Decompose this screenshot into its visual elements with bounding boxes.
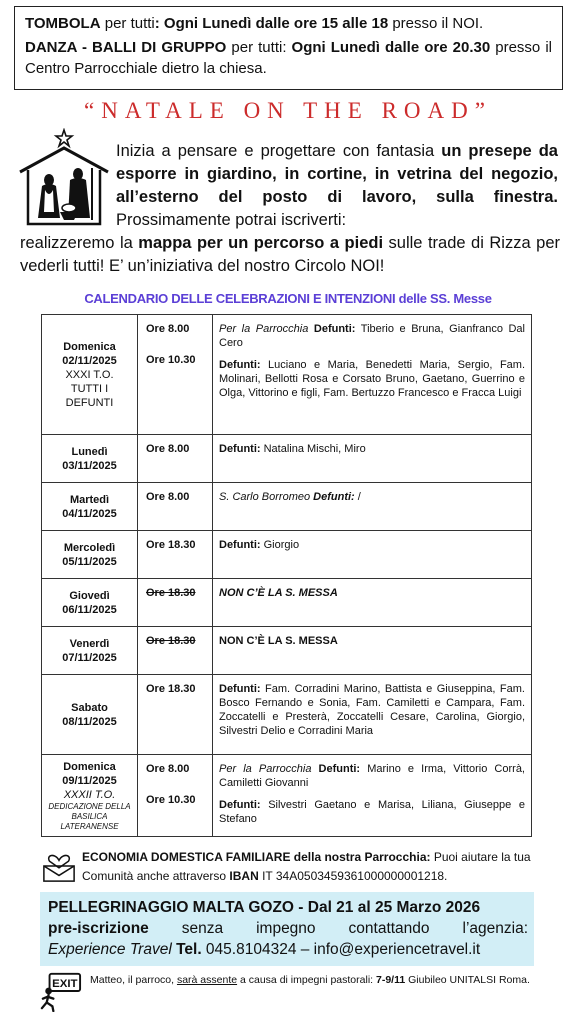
time-cell: Ore 18.30	[138, 531, 213, 579]
heart-envelope-icon	[42, 848, 76, 884]
table-row	[42, 579, 532, 627]
day-cell: Lunedì 03/11/2025	[42, 435, 138, 483]
intention-cell: Per la Parrocchia Defunti: Tiberio e Bruna, Gianfranco Dal Cero Defunti: Luciano e Maria, Benedetti Maria, Sergio, Fam. Molinari, Bellotti Rosa e Corsato Bruno, Gaetano, Guerrino e Olga, Vittorino e figli, Fam. Bertuzzo Francesco e Fracca Luigi	[213, 315, 532, 435]
time-cell: Ore 8.00 Ore 10.30	[138, 315, 213, 435]
intention-cell: Defunti: Natalina Mischi, Miro	[213, 435, 532, 483]
natale-paragraph-2: realizzeremo la mappa per un percorso a piedi sulle trade di Rizza per vederli tutti! E’ un’iniziativa del nostro Circolo NOI!	[20, 234, 560, 275]
danza-line: DANZA - BALLI DI GRUPPO per tutti: Ogni Lunedì dalle ore 20.30 presso il Centro Parrocchiale dietro la chiesa.	[25, 39, 552, 77]
table-row	[42, 315, 532, 435]
time-cell: Ore 8.00	[138, 483, 213, 531]
pellegrinaggio-title: PELLEGRINAGGIO MALTA GOZO - Dal 21 al 25 Marzo 2026	[48, 899, 481, 916]
intention-cell: S. Carlo Borromeo Defunti: /	[213, 483, 532, 531]
time-cell: Ore 18.30	[138, 579, 213, 627]
intention-cell: Defunti: Fam. Corradini Marino, Battista e Giuseppina, Fam. Bosco Fernando e Sonia, Fam. Camiletti e Campara, Fam. Zoccatelli e Presterà, Zoccatelli Cesare, Carolina, Giorgio, Silvestri Delio e Corradini Maria	[213, 675, 532, 755]
economia-text: ECONOMIA DOMESTICA FAMILIARE della nostra Parrocchia: Puoi aiutare la tua Comunità anche attraverso IBAN IT 34A0503459361000000001218.	[82, 850, 531, 883]
table-row	[42, 483, 532, 531]
activities-box	[14, 6, 563, 90]
pellegrinaggio-box: PELLEGRINAGGIO MALTA GOZO - Dal 21 al 25 Marzo 2026 pre-iscrizione senza impegno contattando l’agenzia: Experience Travel Tel. 045.8104324 – info@experiencetravel.it	[40, 892, 534, 966]
day-cell: Giovedì 06/11/2025	[42, 579, 138, 627]
natale-title: “NATALE ON THE ROAD”	[84, 98, 492, 123]
svg-text:EXIT: EXIT	[52, 978, 78, 991]
intention-cell: Per la Parrocchia Defunti: Marino e Irma, Vittorio Corrà, Camiletti Giovanni Defunti: Silvestri Gaetano e Marisa, Liliana, Giuseppe e Stefano	[213, 755, 532, 837]
day-cell: Martedì 04/11/2025	[42, 483, 138, 531]
tombola-line: TOMBOLA per tutti: Ogni Lunedì dalle ore 15 alle 18 presso il NOI.	[25, 15, 484, 32]
day-cell: Venerdì 07/11/2025	[42, 627, 138, 675]
intention-cell: NON C’È LA S. MESSA	[213, 627, 532, 675]
table-row	[42, 435, 532, 483]
intention-cell: Defunti: Giorgio	[213, 531, 532, 579]
calendar-title: CALENDARIO DELLE CELEBRAZIONI E INTENZIONI delle SS. Messe	[84, 291, 492, 306]
time-cell: Ore 8.00	[138, 435, 213, 483]
calendar-table	[41, 314, 532, 837]
natale-paragraph: Inizia a pensare e progettare con fantasia un presepe da esporre in giardino, in cortine, in vetrina del negozio, all’esterno del posto di lavoro, sulla finestra. Prossimamente potrai iscriverti:	[116, 142, 558, 229]
parroco-text: Matteo, il parroco, sarà assente a causa di impegni pastorali: 7-9/11 Giubileo UNITALSI Roma.	[90, 974, 530, 986]
parroco-notice	[40, 970, 540, 1014]
day-cell: Domenica 09/11/2025 XXXII T.O. DEDICAZIONE DELLA BASILICA LATERANENSE	[42, 755, 138, 837]
day-cell: Domenica 02/11/2025 XXXI T.O. TUTTI I DEFUNTI	[42, 315, 138, 435]
time-cell: Ore 8.00 Ore 10.30	[138, 755, 213, 837]
day-cell: Sabato 08/11/2025	[42, 675, 138, 755]
table-row	[42, 755, 532, 837]
nativity-icon	[18, 128, 110, 228]
time-cell: Ore 18.30	[138, 675, 213, 755]
day-cell: Mercoledì 05/11/2025	[42, 531, 138, 579]
table-row	[42, 627, 532, 675]
exit-icon	[40, 970, 82, 1012]
table-row	[42, 531, 532, 579]
economia-section	[42, 848, 542, 888]
intention-cell: NON C’È LA S. MESSA	[213, 579, 532, 627]
table-row	[42, 675, 532, 755]
time-cell: Ore 18.30	[138, 627, 213, 675]
